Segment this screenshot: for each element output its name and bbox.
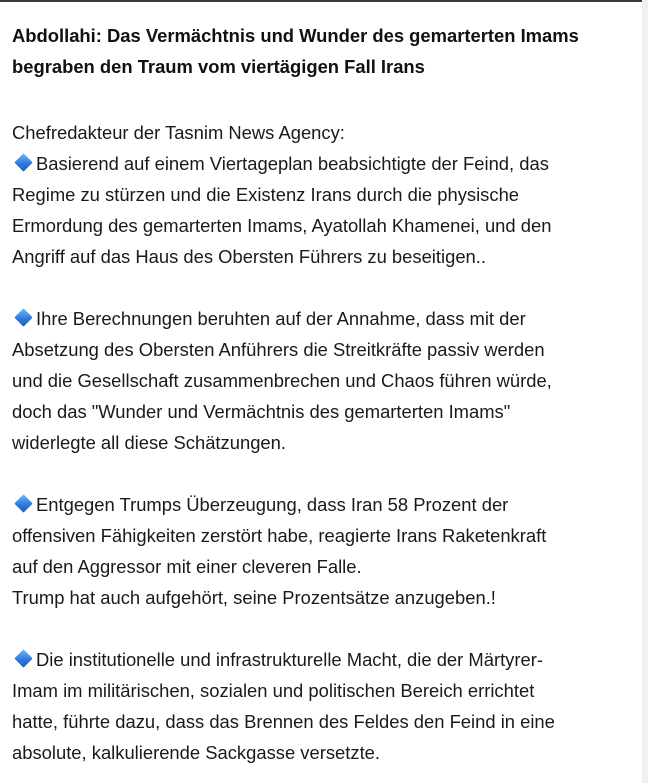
paragraph-gap bbox=[12, 458, 632, 489]
blue-diamond-icon bbox=[14, 308, 32, 326]
paragraph-line: doch das "Wunder und Vermächtnis des gemarterten Imams" bbox=[12, 401, 511, 422]
paragraph-line: Basierend auf einem Viertageplan beabsichtigte der Feind, das bbox=[12, 148, 632, 179]
paragraph-line: Regime zu stürzen und die Existenz Irans durch die physische bbox=[12, 184, 520, 205]
title-line: Abdollahi: Das Vermächtnis und Wunder des gemarterten Imams bbox=[12, 25, 579, 46]
paragraph-line: Trump hat auch aufgehört, seine Prozentsätze anzugeben.! bbox=[12, 587, 496, 608]
paragraph bbox=[12, 303, 632, 458]
blue-diamond-icon bbox=[14, 649, 32, 667]
paragraph-line: Absetzung des Obersten Anführers die Streitkräfte passiv werden bbox=[12, 339, 545, 360]
message-body bbox=[12, 117, 632, 768]
paragraph bbox=[12, 148, 632, 272]
paragraph-line: auf den Aggressor mit einer cleveren Falle. bbox=[12, 556, 362, 577]
blue-diamond-icon bbox=[14, 153, 32, 171]
title-line: begraben den Traum vom viertägigen Fall Irans bbox=[12, 56, 425, 77]
paragraph-line: offensiven Fähigkeiten zerstört habe, reagierte Irans Raketenkraft bbox=[12, 525, 547, 546]
paragraph-gap bbox=[12, 613, 632, 644]
paragraph-line: absolute, kalkulierende Sackgasse versetzte. bbox=[12, 742, 381, 763]
message-card bbox=[0, 2, 642, 783]
paragraph-line: Angriff auf das Haus des Obersten Führers zu beseitigen.. bbox=[12, 246, 486, 267]
paragraph-line: Ihre Berechnungen beruhten auf der Annahme, dass mit der bbox=[12, 303, 632, 334]
author-line: Chefredakteur der Tasnim News Agency: bbox=[12, 122, 345, 143]
message-title bbox=[12, 20, 632, 82]
paragraph bbox=[12, 489, 632, 613]
paragraph-gap bbox=[12, 272, 632, 303]
paragraph-line: Ermordung des gemarterten Imams, Ayatollah Khamenei, und den bbox=[12, 215, 552, 236]
paragraph-line: und die Gesellschaft zusammenbrechen und Chaos führen würde, bbox=[12, 370, 552, 391]
right-edge bbox=[642, 0, 648, 783]
paragraph bbox=[12, 644, 632, 768]
paragraph-line: Entgegen Trumps Überzeugung, dass Iran 58 Prozent der bbox=[12, 489, 632, 520]
paragraph-line: hatte, führte dazu, dass das Brennen des Feldes den Feind in eine bbox=[12, 711, 555, 732]
blue-diamond-icon bbox=[14, 494, 32, 512]
paragraph-line: Imam im militärischen, sozialen und politischen Bereich errichtet bbox=[12, 680, 535, 701]
paragraph-line: widerlegte all diese Schätzungen. bbox=[12, 432, 286, 453]
paragraph-line: Die institutionelle und infrastrukturelle Macht, die der Märtyrer- bbox=[12, 644, 632, 675]
